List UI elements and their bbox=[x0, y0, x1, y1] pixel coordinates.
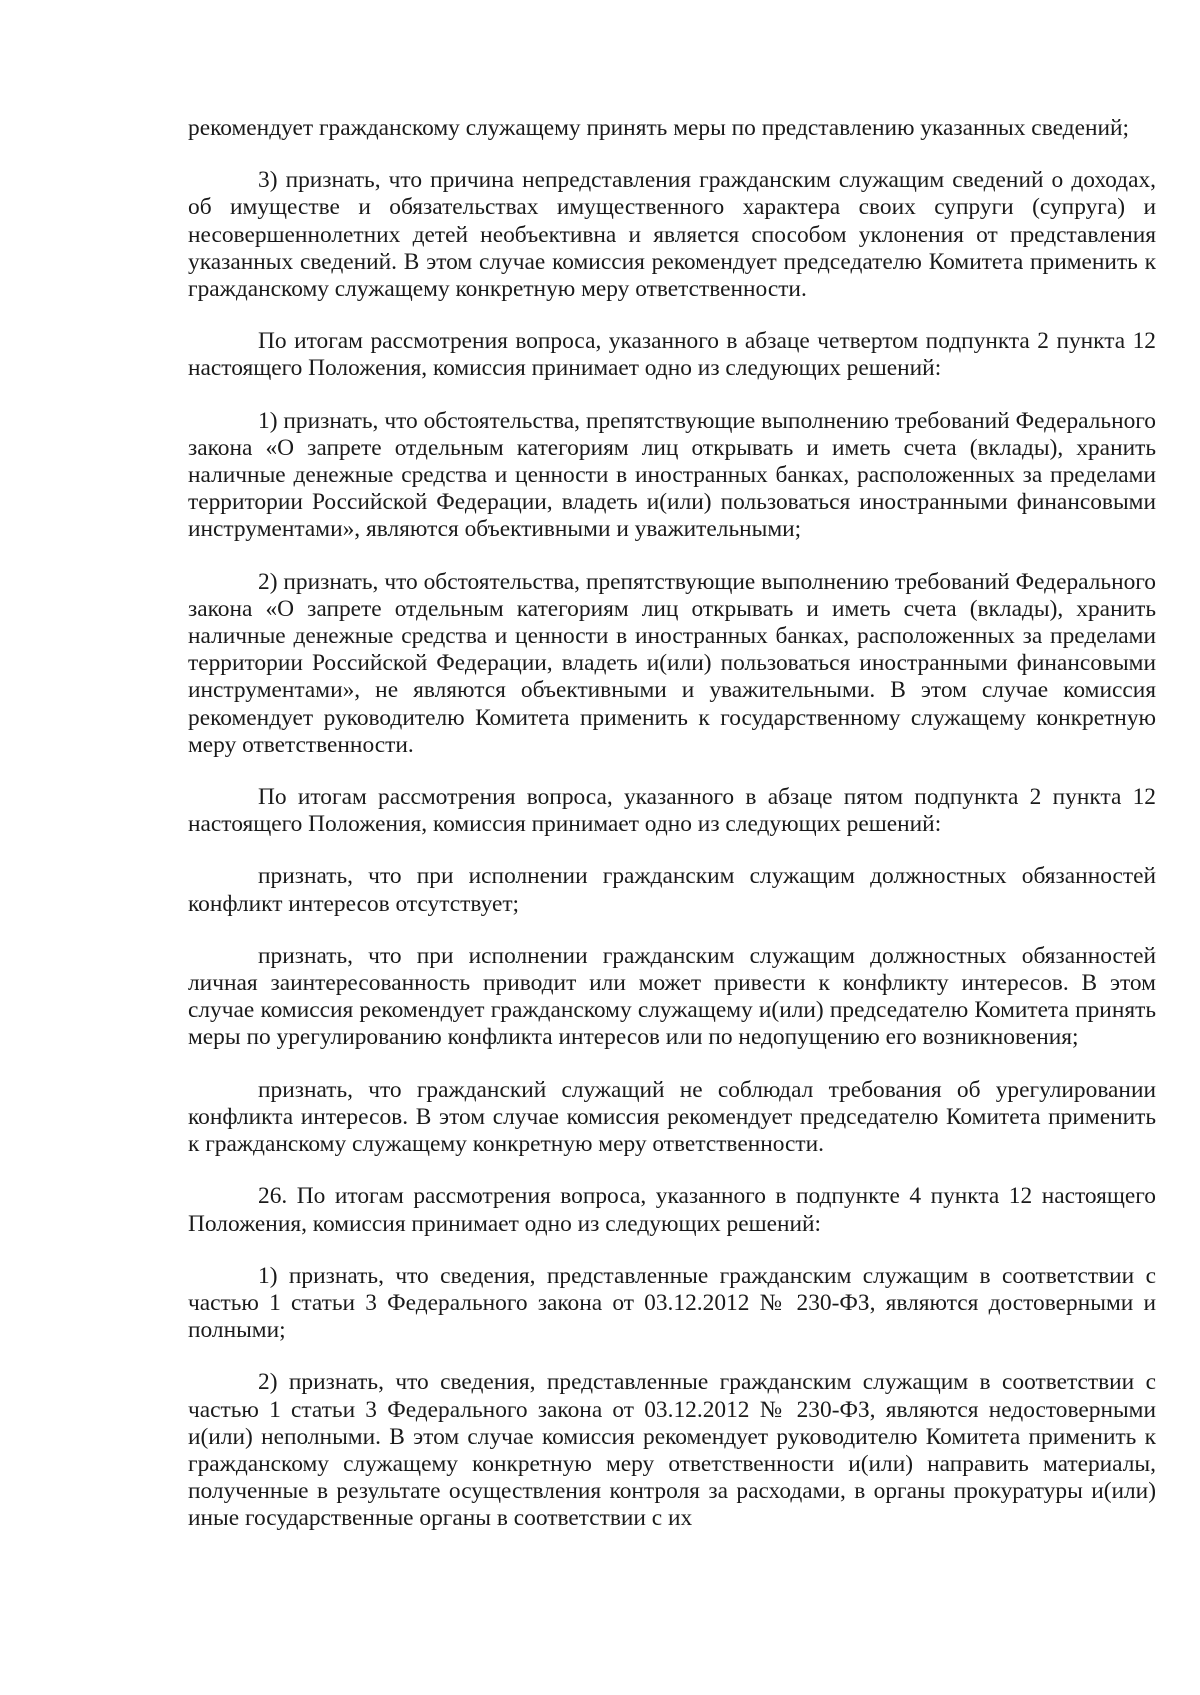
paragraph-abzac-4-intro: По итогам рассмотрения вопроса, указанного в абзаце четвертом подпункта 2 пункта 12 настоящего Положения, комиссия принимает одно из следующих решений: bbox=[188, 328, 1156, 382]
paragraph-decision-2: 2) признать, что обстоятельства, препятствующие выполнению требований Федерального закона «О запрете отдельным категориям лиц открывать и иметь счета (вклады), хранить наличные денежные средства и ценности в иностранных банках, расположенных за пределами территории Российской Федерации, владеть и(или) пользоваться иностранными финансовыми инструментами», не являются объективными и уважительными. В этом случае комиссия рекомендует руководителю Комитета применить к государственному служащему конкретную меру ответственности. bbox=[188, 568, 1156, 758]
paragraph-item-3: 3) признать, что причина непредставления гражданским служащим сведений о доходах, об имуществе и обязательствах имущественного характера своих супруги (супруга) и несовершеннолетних детей необъективна и является способом уклонения от представления указанных сведений. В этом случае комиссия рекомендует председателю Комитета применить к гражданскому служащему конкретную меру ответственности. bbox=[188, 167, 1156, 303]
paragraph-item-26-decision-2: 2) признать, что сведения, представленные гражданским служащим в соответствии с частью 1 статьи 3 Федерального закона от 03.12.2012 № 230-ФЗ, являются недостоверными и(или) неполными. В этом случае комиссия рекомендует руководителю Комитета применить к гражданскому служащему конкретную меру ответственности и(или) направить материалы, полученные в результате осуществления контроля за расходами, в органы прокуратуры и(или) иные государственные органы в соответствии с их bbox=[188, 1369, 1156, 1532]
paragraph-item-26-decision-1: 1) признать, что сведения, представленные гражданским служащим в соответствии с частью 1 статьи 3 Федерального закона от 03.12.2012 № 230-ФЗ, являются достоверными и полными; bbox=[188, 1262, 1156, 1344]
paragraph-continuation: рекомендует гражданскому служащему принять меры по представлению указанных сведений; bbox=[188, 115, 1130, 141]
paragraph-item-26: 26. По итогам рассмотрения вопроса, указанного в подпункте 4 пункта 12 настоящего Положения, комиссия принимает одно из следующих решений: bbox=[188, 1183, 1156, 1237]
paragraph-abzac-5-intro: По итогам рассмотрения вопроса, указанного в абзаце пятом подпункта 2 пункта 12 настоящего Положения, комиссия принимает одно из следующих решений: bbox=[188, 784, 1156, 838]
paragraph-no-conflict: признать, что при исполнении гражданским служащим должностных обязанностей конфликт интересов отсутствует; bbox=[188, 863, 1156, 917]
paragraph-conflict-violation: признать, что гражданский служащий не соблюдал требования об урегулировании конфликта интересов. В этом случае комиссия рекомендует председателю Комитета применить к гражданскому служащему конкретную меру ответственности. bbox=[188, 1076, 1156, 1158]
document-page bbox=[188, 115, 1156, 1533]
paragraph-conflict-possible: признать, что при исполнении гражданским служащим должностных обязанностей личная заинтересованность приводит или может привести к конфликту интересов. В этом случае комиссия рекомендует гражданскому служащему и(или) председателю Комитета принять меры по урегулированию конфликта интересов или по недопущению его возникновения; bbox=[188, 942, 1156, 1051]
paragraph-decision-1: 1) признать, что обстоятельства, препятствующие выполнению требований Федерального закона «О запрете отдельным категориям лиц открывать и иметь счета (вклады), хранить наличные денежные средства и ценности в иностранных банках, расположенных за пределами территории Российской Федерации, владеть и(или) пользоваться иностранными финансовыми инструментами», являются объективными и уважительными; bbox=[188, 407, 1156, 543]
